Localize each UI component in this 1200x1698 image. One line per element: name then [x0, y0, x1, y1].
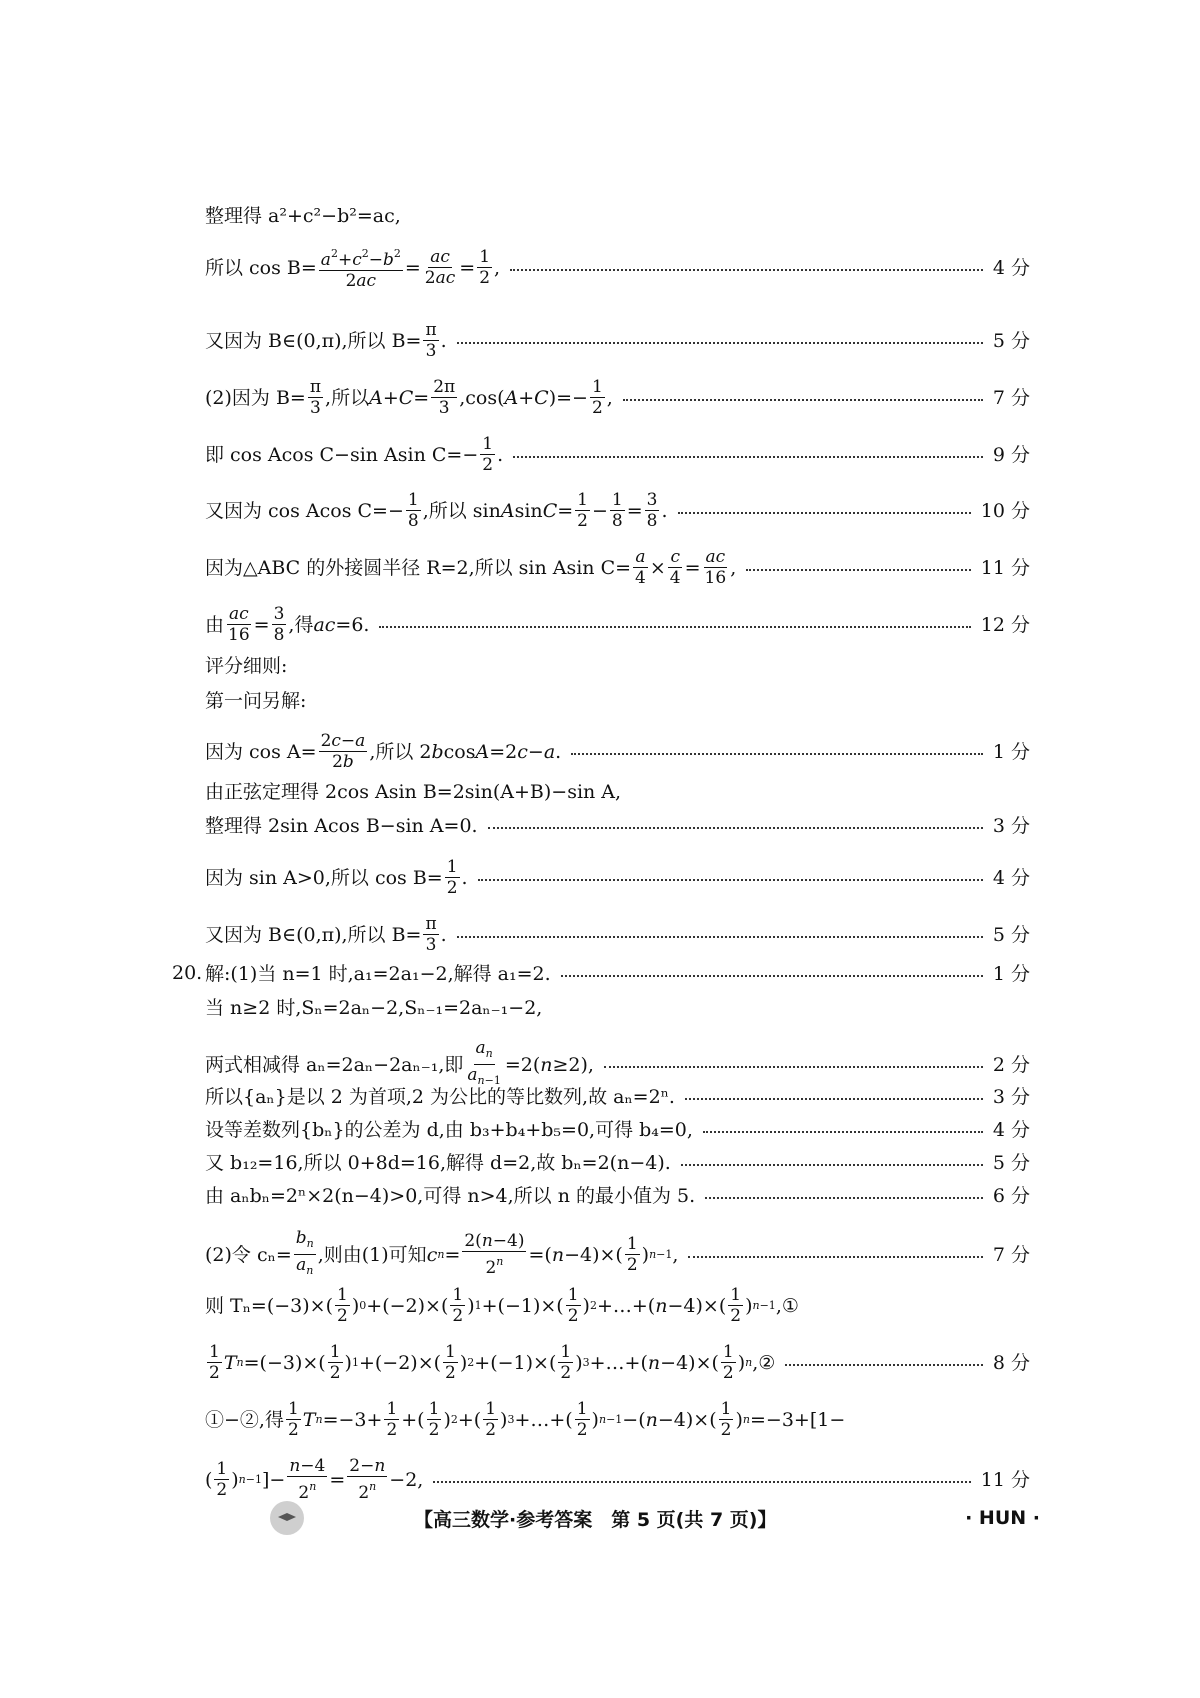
points-label: 4 分 [992, 256, 1030, 279]
fraction: $\frac{ac}{2ac}$ [424, 247, 456, 288]
line-26: ①−②,得 $\frac{1}{2}$ T n =−3+ $\frac{1}{2}$ +( $\frac{1}{2}$ ) 2 +( $\frac{1}{2}$ ) 3 +…+( $\frac{1}{2}$ ) n−1 −( n −4)×( $\frac{1}{2}$ ) n =−3+[1− [205, 1399, 846, 1440]
line-9: 评分细则: [205, 655, 288, 677]
points-label: 11 分 [980, 556, 1030, 579]
line-18-text: 两式相减得 aₙ=2aₙ−2aₙ₋₁,即 [205, 1053, 464, 1076]
page-footer [270, 1498, 1040, 1538]
fraction: $\frac{2\pi}{3}$ [433, 377, 456, 418]
line-6: 又因为 cos Acos C=− $\frac{1}{8}$ ,所以 sin A sin C = $\frac{1}{2}$ − $\frac{1}{8}$ = $\frac{3}{8}$ . 10 分 [205, 490, 1030, 531]
line-8: 由 $\frac{ac}{16}$ = $\frac{3}{8}$ ,得 ac =6. 12 分 [205, 604, 1030, 645]
points-label: 2 分 [992, 1053, 1030, 1076]
dot-leader [705, 1197, 983, 1199]
footer-code: · HUN · [965, 1507, 1040, 1529]
line-20-text: 设等差数列{bₙ}的公差为 d,由 b₃+b₄+b₅=0,可得 b₄=0, [205, 1119, 693, 1141]
line-23: (2)令 cₙ= $\frac{b_n}{a_n}$ ,则由(1)可知 c n = $\frac{2(n-4)}{2^n}$ =( n −4)×( $\frac{1}{2}$ ) n−1 , 7 分 [205, 1228, 1030, 1281]
line-18: 两式相减得 aₙ=2aₙ−2aₙ₋₁,即 $\frac{a_n}{a_{n-1}}$ =2( n ≥2), 2 分 [205, 1038, 1030, 1091]
line-14-text: 因为 sin A>0,所以 cos B= [205, 866, 443, 889]
line-3-text: 又因为 B∈(0,π),所以 B= [205, 329, 422, 352]
line-6-text: 又因为 cos Acos C=− [205, 499, 404, 522]
dot-leader [681, 1164, 983, 1166]
line-13 [205, 814, 1030, 838]
line-14: 因为 sin A>0,所以 cos B= $\frac{1}{2}$ . 4 分 [205, 857, 1030, 898]
fraction: $\frac{1}{2}$ [485, 1399, 497, 1440]
fraction: $\frac{1}{2}$ [386, 1399, 398, 1440]
line-22 [205, 1184, 1030, 1208]
fraction: $\frac{b_n}{a_n}$ [295, 1228, 314, 1277]
dot-leader [457, 936, 983, 938]
points-label: 5 分 [992, 923, 1030, 946]
points-label: 1 分 [992, 740, 1030, 763]
dot-leader [510, 269, 983, 271]
graduation-cap-icon [270, 1501, 304, 1535]
fraction: $\frac{1}{2}$ [446, 857, 458, 898]
fraction: $\frac{1}{2}$ [591, 377, 603, 418]
fraction: $\frac{1}{2}$ [730, 1285, 742, 1326]
line-24-text: 则 Tₙ=(−3)×( [205, 1294, 334, 1317]
line-19 [205, 1085, 1030, 1109]
fraction: $\frac{a^2+c^2-b^2}{2ac}$ [319, 244, 403, 291]
fraction: $\frac{2-n}{2^n}$ [349, 1456, 386, 1503]
fraction: $\frac{1}{2}$ [445, 1342, 456, 1383]
dot-leader [785, 1364, 983, 1366]
dot-leader [678, 512, 971, 514]
fraction: $\frac{n-4}{2^n}$ [289, 1456, 326, 1503]
dot-leader [623, 399, 983, 401]
fraction: $\frac{1}{2}$ [329, 1342, 341, 1383]
line-13-text: 整理得 2sin Acos B−sin A=0. [205, 815, 478, 837]
fraction: $\frac{a}{4}$ [635, 547, 646, 588]
line-11: 因为 cos A= $\frac{2c-a}{2b}$ ,所以 2 b cos A =2 c − a . 1 分 [205, 731, 1030, 772]
line-4: (2)因为 B= $\frac{\pi}{3}$ ,所以 A + C = $\frac{2\pi}{3}$ ,cos( A + C )=− $\frac{1}{2}$ , 7 分 [205, 377, 1030, 418]
fraction: $\frac{1}{8}$ [611, 490, 623, 531]
points-label: 11 分 [980, 1468, 1030, 1491]
line-17: 当 n≥2 时,Sₙ=2aₙ−2,Sₙ₋₁=2aₙ₋₁−2, [205, 997, 543, 1019]
points-label: 3 分 [992, 815, 1030, 837]
line-20 [205, 1118, 1030, 1142]
line-21-text: 又 b₁₂=16,所以 0+8d=16,解得 d=2,故 bₙ=2(n−4). [205, 1152, 671, 1174]
fraction: $\frac{1}{2}$ [452, 1285, 464, 1326]
line-7-text: 因为△ABC 的外接圆半径 R=2,所以 sin Asin C= [205, 556, 632, 579]
line-16 [205, 962, 1030, 986]
points-label: 5 分 [992, 329, 1030, 352]
fraction: $\frac{2(n-4)}{2^n}$ [464, 1231, 525, 1278]
line-12: 由正弦定理得 2cos Asin B=2sin(A+B)−sin A, [205, 781, 622, 803]
line-22-text: 由 aₙbₙ=2ⁿ×2(n−4)>0,可得 n>4,所以 n 的最小值为 5. [205, 1185, 696, 1207]
dot-leader [478, 879, 983, 881]
fraction: $\frac{1}{2}$ [722, 1342, 734, 1383]
line-19-text: 所以{aₙ}是以 2 为首项,2 为公比的等比数列,故 aₙ=2ⁿ. [205, 1086, 675, 1108]
points-label: 1 分 [992, 963, 1030, 985]
problem-number: 20. [172, 962, 203, 984]
dot-leader [703, 1131, 983, 1133]
line-11-text: 因为 cos A= [205, 740, 317, 763]
fraction: $\frac{1}{2}$ [560, 1342, 572, 1383]
points-label: 4 分 [992, 1119, 1030, 1141]
points-label: 8 分 [992, 1351, 1030, 1374]
fraction: $\frac{\pi}{3}$ [425, 914, 437, 955]
line-21 [205, 1151, 1030, 1175]
line-2-text: 所以 cos B= [205, 256, 317, 279]
fraction: $\frac{3}{8}$ [273, 604, 285, 645]
fraction: $\frac{2c-a}{2b}$ [320, 731, 366, 772]
points-label: 4 分 [992, 866, 1030, 889]
line-10: 第一问另解: [205, 690, 307, 712]
fraction: $\frac{\pi}{3}$ [425, 320, 437, 361]
line-5: 即 cos Acos C−sin Asin C=− $\frac{1}{2}$ . 9 分 [205, 434, 1030, 475]
line-16-text: 解:(1)当 n=1 时,a₁=2a₁−2,解得 a₁=2. [205, 963, 551, 985]
dot-leader [604, 1066, 983, 1068]
points-label: 7 分 [992, 386, 1030, 409]
fraction: $\frac{ac}{16}$ [228, 604, 250, 645]
fraction: $\frac{1}{2}$ [720, 1399, 732, 1440]
fraction: $\frac{c}{4}$ [669, 547, 681, 588]
line-23-text: (2)令 cₙ= [205, 1243, 292, 1266]
fraction: $\frac{3}{8}$ [646, 490, 658, 531]
fraction: $\frac{ac}{16}$ [704, 547, 727, 588]
line-5-text: 即 cos Acos C−sin Asin C=− [205, 443, 479, 466]
fraction: $\frac{1}{2}$ [482, 434, 494, 475]
line-25: $\frac{1}{2}$ T n =(−3)×( $\frac{1}{2}$ ) 1 +(−2)×( $\frac{1}{2}$ ) 2 +(−1)×( $\frac{1}{2}$ ) 3 +…+( n −4)×( $\frac{1}{2}$ ) n ,② 8 分 [209, 1342, 1030, 1383]
line-24: 则 Tₙ=(−3)×( $\frac{1}{2}$ ) 0 +(−2)×( $\frac{1}{2}$ ) 1 +(−1)×( $\frac{1}{2}$ ) 2 +…+( n −4)×( $\frac{1}{2}$ ) n−1 ,① [205, 1285, 799, 1326]
dot-leader [685, 1098, 983, 1100]
fraction: $\frac{1}{2}$ [428, 1399, 440, 1440]
line-3: 又因为 B∈(0,π),所以 B= $\frac{\pi}{3}$ . 5 分 [205, 320, 1030, 361]
fraction: $\frac{1}{2}$ [577, 490, 588, 531]
points-label: 3 分 [992, 1086, 1030, 1108]
line-15: 又因为 B∈(0,π),所以 B= $\frac{\pi}{3}$ . 5 分 [205, 914, 1030, 955]
line-7: 因为△ABC 的外接圆半径 R=2,所以 sin Asin C= $\frac{a}{4}$ × $\frac{c}{4}$ = $\frac{ac}{16}$ , 11 分 [205, 547, 1030, 588]
dot-leader [488, 827, 983, 829]
points-label: 10 分 [980, 499, 1030, 522]
points-label: 7 分 [992, 1243, 1030, 1266]
dot-leader [513, 456, 983, 458]
line-26-text: ①−②,得 [205, 1408, 284, 1431]
line-15-text: 又因为 B∈(0,π),所以 B= [205, 923, 422, 946]
dot-leader [561, 975, 983, 977]
fraction: $\frac{\pi}{3}$ [309, 377, 322, 418]
points-label: 6 分 [992, 1185, 1030, 1207]
line-1: 整理得 a²+c²−b²=ac, [205, 205, 401, 227]
fraction: $\frac{1}{2}$ [216, 1459, 228, 1500]
fraction: $\frac{1}{2}$ [576, 1399, 588, 1440]
fraction: $\frac{1}{2}$ [479, 247, 491, 288]
fraction: $\frac{1}{8}$ [407, 490, 419, 531]
points-label: 9 分 [992, 443, 1030, 466]
points-label: 12 分 [980, 613, 1030, 636]
dot-leader [433, 1481, 970, 1483]
dot-leader [746, 569, 971, 571]
dot-leader [379, 626, 970, 628]
dot-leader [688, 1256, 982, 1258]
fraction: $\frac{1}{2}$ [287, 1399, 299, 1440]
line-4-text: (2)因为 B= [205, 386, 306, 409]
fraction: $\frac{1}{2}$ [567, 1285, 579, 1326]
line-2: 所以 cos B= $\frac{a^2+c^2-b^2}{2ac}$ = $\frac{ac}{2ac}$ = $\frac{1}{2}$ , 4 分 [205, 244, 1030, 291]
dot-leader [457, 342, 983, 344]
line-8-text: 由 [205, 613, 225, 636]
fraction: $\frac{a_n}{a_{n-1}}$ [467, 1038, 501, 1087]
footer-title: 【高三数学·参考答案 第 5 页(共 7 页)】 [414, 1508, 777, 1531]
fraction: $\frac{1}{2}$ [626, 1234, 638, 1275]
points-label: 5 分 [992, 1152, 1030, 1174]
fraction: $\frac{1}{2}$ [209, 1342, 220, 1383]
dot-leader [571, 753, 983, 755]
line-27: ( $\frac{1}{2}$ ) n−1 ]− $\frac{n-4}{2^n}$ = $\frac{2-n}{2^n}$ −2, 11 分 [205, 1456, 1030, 1503]
fraction: $\frac{1}{2}$ [337, 1285, 348, 1326]
